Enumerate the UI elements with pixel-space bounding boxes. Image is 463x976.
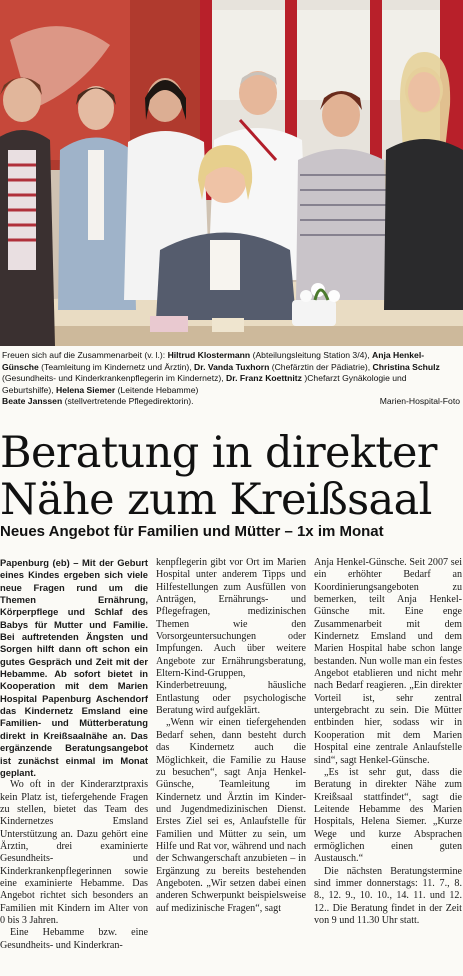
caption-person-role: (stellvertretende Pflegedirektorin). xyxy=(64,396,194,407)
caption-person-role: (Chefärztin der Pädiatrie), xyxy=(271,361,371,372)
caption-person-name: Helena Siemer xyxy=(55,384,116,395)
caption-person-name: Beate Janssen xyxy=(2,396,63,407)
article-paragraph: kenpflegerin gibt vor Ort im Marien Hospital unter anderem Tipps und Hilfestellungen zum Ausfüllen von Anträgen, Ernährungs- und Pflegefragen, medizinischen Themen wie den Vorsorgeuntersuchungen oder Impfungen. Auch über weitere Angebote zur Ernährungsberatung, Eltern-Kind-Gruppen, Kinderbetreuung, häusliche Entlastung oder psychologische Beratung wird aufgeklärt. xyxy=(156,557,306,717)
headline-line-2: Nähe zum Kreißsaal xyxy=(0,475,432,525)
article-paragraph: „Wenn wir einen tiefergehenden Bedarf sehen, dann besteht durch das Kindernetz auch die Möglichkeit, die Familie zu Hause zu besuchen“, sagt Anja Henkel-Günsche, Teamleitung im Kindernetz und Ärztin im Kinder- und Jugendmedizinischen Dienst. Erstes Ziel sei es, Anlaufstelle für Familien und Mütter zu sein, um Hilfe und Rat vor, während und nach der Schwangerschaft anzubieten – in Ergänzung zu bereits bestehenden Angeboten. „Wir setzen dabei einen anderen Schwerpunkt beispielsweise auf medizinische Fragen“, sagt xyxy=(156,717,306,914)
article-paragraph: Die nächsten Beratungstermine sind immer donnerstags: 11. 7., 8. 8., 12. 9., 10. 10., 14. 11. und 12. 12.. Die Beratung findet in der Zeit von 9 und 11.30 Uhr statt. xyxy=(314,865,462,926)
article-column-3 xyxy=(314,557,462,975)
caption-person-role: (Gesundheits- und Kinderkrankenpflegerin im Kindernetz), xyxy=(2,373,224,384)
caption-person-role: (Leitende Hebamme) xyxy=(117,384,199,395)
caption-person-name: Anja Henkel-Günsche xyxy=(2,350,425,372)
photo-caption xyxy=(2,350,460,408)
article-headline xyxy=(0,430,463,524)
article-body xyxy=(0,557,463,975)
headline-line-1: Beratung in direkter xyxy=(0,428,437,478)
caption-intro: Freuen sich auf die Zusammenarbeit (v. l.): xyxy=(2,350,166,360)
article-paragraph: „Es ist sehr gut, dass die Beratung in direkter Nähe zum Kreißsaal stattfindet“, sagt die Leitende Hebamme des Marien Hospitals, Helena Siemer. „Kurze Wege und kurze Absprachen ermöglichen einen guten Austausch.“ xyxy=(314,766,462,865)
group-photo xyxy=(0,0,463,346)
caption-person-name: Dr. Franz Koettnitz xyxy=(226,373,302,384)
caption-person-name: Dr. Vanda Tuxhorn xyxy=(194,361,270,372)
caption-person-role: (Teamleitung im Kindernetz und Ärztin), xyxy=(41,361,192,372)
article-paragraph: Wo oft in der Kinderarztpraxis kein Platz ist, tiefergehende Fragen zu stellen, bietet das Team des Kindernetzes Emsland Unterstützung an. Dazu gehört eine Ärztin, drei examinierte Gesundheits- und Kinderkrankenpflegerinnen sowie eine examinierte Hebamme. Das Angebot richtet sich besonders an Familien mit Kindern im Alter von 0 bis 3 Jahren. xyxy=(0,779,148,926)
article-column-2 xyxy=(156,557,306,975)
article-subheadline: Neues Angebot für Familien und Mütter – 1x im Monat xyxy=(0,523,384,540)
group-photo-illustration xyxy=(0,0,463,346)
article-lead: Papenburg (eb) – Mit der Geburt eines Kindes ergeben sich viele neue Fragen rund um die Themen Ernährung, Körperpflege und Schlaf des Babys für Mutter und Familie. Bei auftretenden Ängsten und Sorgen hilft dann oft schon ein gutes Gespräch und Zeit mit der Hebamme. Ab sofort bietet in Kooperation mit dem Marien Hospital Papenburg Aschendorf das Kindernetz Emsland eine Familien- und Mütterberatung direkt in Kreißsaalnähe an. Das ergänzende Beratungsangebot ist zunächst einmal im Monat geplant. xyxy=(0,557,148,778)
photo-credit: Marien-Hospital-Foto xyxy=(379,396,460,407)
caption-person-role: )Chefarzt Gynäkologie und Geburtshilfe), xyxy=(2,373,407,395)
caption-person-name: Christina Schulz xyxy=(372,361,440,372)
article-paragraph: Anja Henkel-Günsche. Seit 2007 sei ein erhöhter Bedarf an Koordinierungsangeboten zu bemerken, teilt Anja Henkel-Günsche mit. Eine enge Zusammenarbeit mit dem Kindernetz Emsland und dem Marien Hospital habe schon lange bestanden. Nun wolle man ein festes Angebot etablieren und nicht mehr nach Bedarf reagieren. „Ein direkter Vorteil ist, sehr zentral untergebracht zu sein. Die Mütter entbinden hier, sodass wir in Kooperation mit dem Marien Hospital eine zentrale Anlaufstelle sind“, sagt Henkel-Günsche. xyxy=(314,557,462,766)
caption-person-role: (Abteilungsleitung Station 3/4), xyxy=(252,350,370,360)
article-column-1 xyxy=(0,557,148,975)
article-paragraph: Eine Hebamme bzw. eine Gesundheits- und Kinderkran- xyxy=(0,927,148,951)
caption-person-name: Hiltrud Klostermann xyxy=(167,350,251,360)
